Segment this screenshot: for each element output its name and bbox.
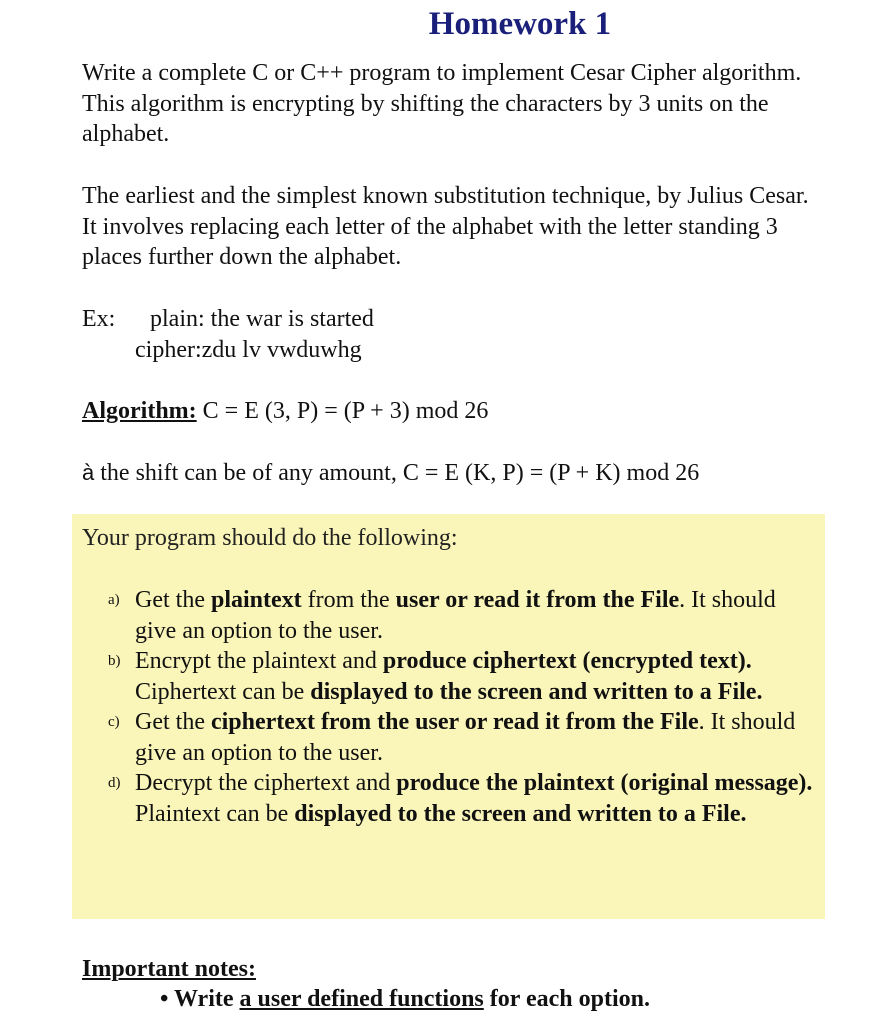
task-item-c: c) Get the ciphertext from the user or read it from the File. It should give an option to the user. <box>108 709 796 766</box>
task-marker: d) <box>108 775 121 791</box>
task-marker: b) <box>108 653 121 669</box>
requirements-box <box>72 514 825 919</box>
shift-text: the shift can be of any amount, C = E (K, P) = (P + K) mod 26 <box>100 460 700 486</box>
important-notes-heading: Important notes: <box>82 956 256 982</box>
task-list <box>108 585 818 829</box>
bullet-glyph: • <box>160 986 169 1012</box>
intro-paragraph: Write a complete C or C++ program to implement Cesar Cipher algorithm. This algorithm is encrypting by shifting the characters by 3 units on the alphabet. <box>82 60 802 147</box>
example-plain-row <box>82 304 374 335</box>
example-block <box>82 304 374 366</box>
example-cipher-row <box>82 335 374 366</box>
shift-line <box>82 457 699 489</box>
task-marker: c) <box>108 714 120 730</box>
requirements-intro: Your program should do the following: <box>82 525 458 551</box>
plain-text: the war is started <box>210 306 374 332</box>
task-marker: a) <box>108 592 120 608</box>
description-paragraph: The earliest and the simplest known substitution technique, by Julius Cesar. It involves replacing each letter of the alphabet with the letter standing 3 places further down the alphabet. <box>82 183 809 270</box>
page-title: Homework 1 <box>428 6 612 42</box>
task-item-a: a) Get the plaintext from the user or read it from the File. It should give an option to the user. <box>108 587 776 644</box>
cipher-text: zdu lv vwduwhg <box>201 337 362 363</box>
algorithm-formula: C = E (3, P) = (P + 3) mod 26 <box>202 398 489 424</box>
task-item-d: d) Decrypt the ciphertext and produce the plaintext (original message). Plaintext can be displayed to the screen and written to a File. <box>108 770 813 827</box>
notes-item: • Write a user defined functions for each option. <box>160 986 650 1012</box>
plain-label: plain: <box>150 306 205 332</box>
arrow-glyph: à <box>82 460 95 485</box>
cipher-label: cipher: <box>135 337 202 363</box>
task-item-b: b) Encrypt the plaintext and produce ciphertext (encrypted text). Ciphertext can be displayed to the screen and written to a File. <box>108 648 763 705</box>
algorithm-line <box>82 396 488 427</box>
example-label: Ex: <box>82 306 116 332</box>
algorithm-label: Algorithm: <box>82 398 197 424</box>
notes-list <box>160 984 650 1015</box>
